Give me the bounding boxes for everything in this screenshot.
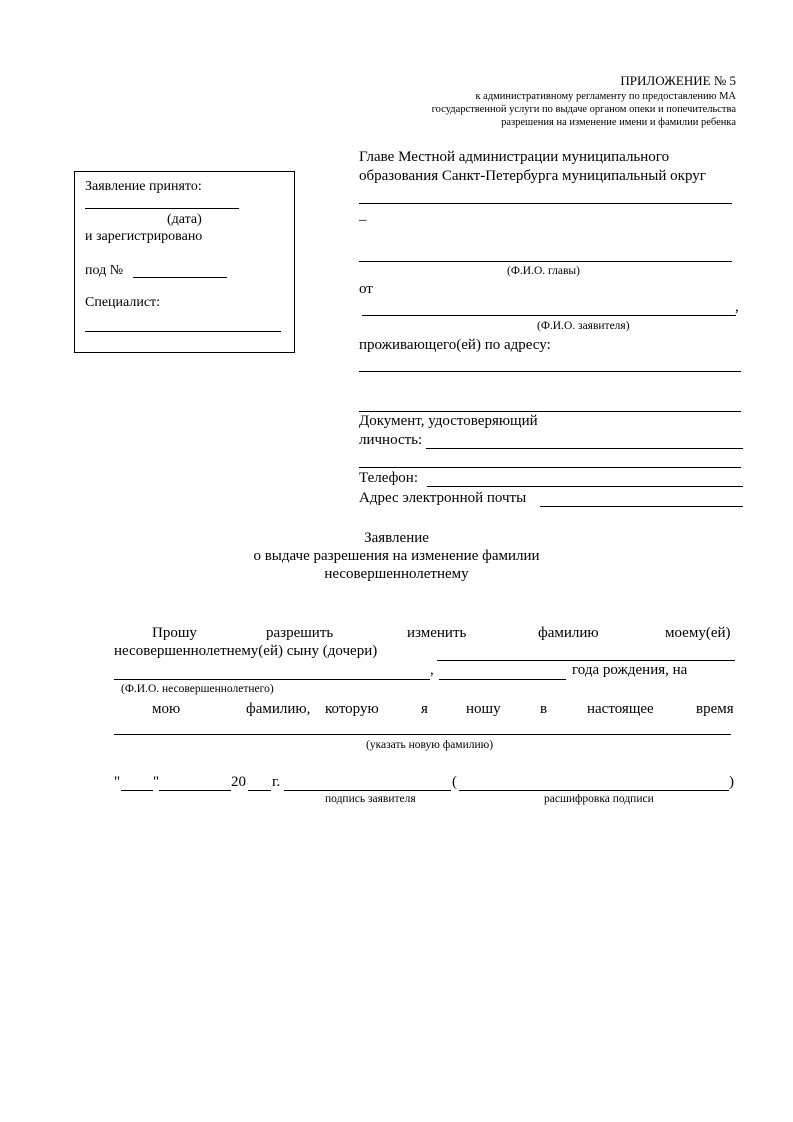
minor-name-line-1[interactable]: [437, 660, 735, 661]
applicant-caption: (Ф.И.О. заявителя): [537, 320, 630, 332]
specialist-line[interactable]: [85, 331, 281, 332]
address-line-1[interactable]: [359, 371, 741, 372]
current-word-7: настоящее: [587, 701, 654, 717]
municipality-line[interactable]: [359, 203, 732, 204]
body-word-5: моему(ей): [665, 625, 731, 641]
birth-year-line[interactable]: [439, 679, 566, 680]
minor-caption: (Ф.И.О. несовершеннолетнего): [121, 683, 274, 695]
head-name-line[interactable]: [359, 261, 732, 262]
minor-son-daughter-label: несовершеннолетнему(ей) сыну (дочери): [114, 643, 378, 659]
signature-line[interactable]: [284, 790, 451, 791]
new-surname-caption: (указать новую фамилию): [366, 739, 494, 751]
email-label: Адрес электронной почты: [359, 490, 527, 506]
current-word-3: которую: [325, 701, 379, 717]
from-label: от: [359, 281, 373, 297]
current-word-4: я: [421, 701, 428, 717]
addressee-line-1: Главе Местной администрации муниципального: [359, 149, 670, 165]
day-line[interactable]: [121, 790, 153, 791]
current-word-8: время: [696, 701, 734, 717]
body-word-3: изменить: [407, 625, 467, 641]
annex-title: ПРИЛОЖЕНИЕ № 5: [620, 73, 736, 88]
head-caption: (Ф.И.О. главы): [507, 265, 580, 277]
applicant-comma: ,: [735, 299, 739, 315]
new-surname-line[interactable]: [114, 734, 731, 735]
decode-paren-open: (: [452, 774, 457, 790]
addressee-line-2: образования Санкт-Петербурга муниципальный округ: [359, 168, 706, 184]
decode-line[interactable]: [459, 790, 729, 791]
birth-year-label: года рождения, на: [572, 662, 688, 678]
current-word-2: фамилию,: [246, 701, 311, 717]
current-word-5: ношу: [466, 701, 501, 717]
date-caption: (дата): [167, 212, 202, 227]
date-quote-open: ": [114, 774, 121, 790]
annex-line-3: разрешения на изменение имени и фамилии ребенка: [501, 117, 736, 128]
email-line[interactable]: [540, 506, 743, 507]
residing-label: проживающего(ей) по адресу:: [359, 337, 551, 353]
year-line[interactable]: [248, 790, 271, 791]
year-prefix: 20: [231, 774, 246, 790]
number-label: под №: [85, 263, 124, 278]
registration-box: [74, 171, 295, 353]
number-line[interactable]: [133, 277, 227, 278]
document-line-1[interactable]: [426, 448, 743, 449]
date-quote-close: ": [153, 774, 160, 790]
address-line-2[interactable]: [359, 411, 741, 412]
annex-line-1: к административному регламенту по предоставлению МА: [475, 91, 736, 102]
applicant-name-line[interactable]: [362, 315, 736, 316]
title-line-3: несовершеннолетнему: [324, 566, 469, 582]
specialist-label: Специалист:: [85, 295, 161, 310]
title-line-1: Заявление: [364, 530, 429, 546]
decode-caption: расшифровка подписи: [544, 793, 654, 805]
month-line[interactable]: [159, 790, 231, 791]
year-suffix: г.: [272, 774, 281, 790]
current-word-6: в: [540, 701, 548, 717]
dash-mark: _: [359, 207, 367, 223]
title-line-2: о выдаче разрешения на изменение фамилии: [253, 548, 540, 564]
annex-line-2: государственной услуги по выдаче органом опеки и попечительства: [431, 104, 736, 115]
registered-label: и зарегистрировано: [85, 229, 203, 244]
document-label-1: Документ, удостоверяющий: [359, 413, 538, 429]
minor-comma: ,: [430, 662, 434, 678]
body-word-4: фамилию: [538, 625, 599, 641]
signature-caption: подпись заявителя: [325, 793, 416, 805]
phone-line[interactable]: [427, 486, 743, 487]
accepted-label: Заявление принято:: [85, 179, 202, 194]
document-line-2[interactable]: [359, 467, 741, 468]
decode-paren-close: ): [729, 774, 734, 790]
body-word-1: Прошу: [152, 625, 197, 641]
current-word-1: мою: [152, 701, 181, 717]
document-label-2: личность:: [359, 432, 423, 448]
minor-name-line-2[interactable]: [114, 679, 430, 680]
body-word-2: разрешить: [266, 625, 334, 641]
phone-label: Телефон:: [359, 470, 418, 486]
accepted-line[interactable]: [85, 208, 239, 209]
